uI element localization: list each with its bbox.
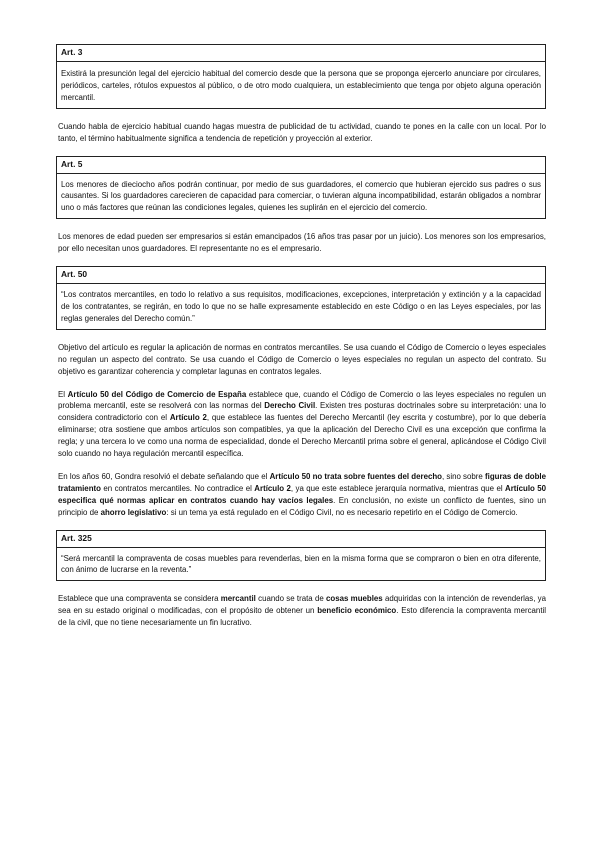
article-text: “Los contratos mercantiles, en todo lo relativo a sus requisitos, modificaciones, excepciones, interpretación y extinción y a la capacidad de los contratantes, se regirán, en todo lo que no se halle expresamente establecido en este Código o en las Leyes especiales, por las reglas generales del Derecho común.” <box>61 290 541 323</box>
bold-run: Artículo 2 <box>169 413 207 423</box>
bold-run: Artículo 50 especifica qué normas aplicar en contratos cuando hay vacíos legales <box>58 483 547 505</box>
article-heading: Art. 325 <box>57 531 545 548</box>
text-run: En los años 60, Gondra resolvió el debate señalando que el <box>58 471 270 481</box>
bold-run: mercantil <box>220 594 256 604</box>
bold-run: cosas muebles <box>326 594 383 604</box>
article-box-art-325 <box>56 530 546 582</box>
text-run: : si un tema ya está regulado en el Código Civil, no es necesario repetirlo en el Código de Comercio. <box>166 507 518 517</box>
text-run: , ya que este establece jerarquía normativa, mientras que el <box>290 483 506 493</box>
bold-run: Artículo 50 del Código de Comercio de España <box>67 389 247 399</box>
bold-run: Artículo 50 no trata sobre fuentes del derecho <box>269 471 442 481</box>
article-box-art-50 <box>56 266 546 330</box>
article-text: Los menores de dieciocho años podrán continuar, por medio de sus guardadores, el comercio que hubieran ejercido sus padres o sus causantes. Si los guardadores carecieren de capacidad para comerciar, o tuvieran alguna incompatibilidad, estarán obligados a nombrar uno o más factores que reúnan las condiciones legales, quienes les suplirán en el ejercicio del comercio. <box>61 179 541 213</box>
text-run: cuando se trata de <box>255 594 327 604</box>
text-run: , sino sobre <box>441 471 486 481</box>
commentary-paragraph: Los menores de edad pueden ser empresarios si están emancipados (16 años tras pasar por un juicio). Los menores son los empresarios, por ello necesitan unos guardadores. El representante no es el empresario. <box>58 232 546 254</box>
text-run: , que establece las fuentes del Derecho Mercantil (ley escrita y costumbre), por lo que debería eliminarse; otra sostiene que ambos artículos son compatibles, ya que la aplicación del Derecho Civil es una excepción que confirma la regla; y una tercera lo ve como una norma de especialidad, donde el Derecho Mercantil prima sobre el general, aplicándose el Código Civil solo cuando no haya regulación mercantil específica. <box>58 413 547 459</box>
text-run: en contratos mercantiles. No contradice el <box>100 483 255 493</box>
bold-run: Artículo 2 <box>254 483 291 493</box>
article-heading: Art. 50 <box>57 267 545 284</box>
text-run: El <box>58 389 68 399</box>
text-run: . En conclusión, no existe un conflicto de fuentes, sino un principio de <box>58 495 546 517</box>
article-box-art-3 <box>56 44 546 109</box>
commentary-paragraph: Cuando habla de ejercicio habitual cuando hagas muestra de publicidad de tu actividad, cuando te pones en la calle con un local. Por lo tanto, el término habitualmente significa a tendencia de repetición y proyección al exterior. <box>58 121 546 143</box>
article-heading: Art. 5 <box>57 157 545 174</box>
bold-run: beneficio económico <box>317 606 397 616</box>
bold-run: Derecho Civil <box>264 401 316 411</box>
bold-run: figuras de doble tratamiento <box>58 471 546 493</box>
commentary-paragraph <box>58 593 546 629</box>
commentary-paragraph: Objetivo del artículo es regular la aplicación de normas en contratos mercantiles. Se usa cuando el Código de Comercio o leyes especiales no regulan un aspecto del contrato. Se usa cuando el Código de Comercio o leyes especiales no regulan un aspecto del contrato. Su objetivo es garantizar coherencia y completar lagunas en contratos legales. <box>58 342 546 376</box>
text-run: . Existen tres posturas doctrinales sobre su interpretación: una lo considera contradictorio con el <box>58 401 546 423</box>
text-run: Establece que una compraventa se considera <box>58 594 221 604</box>
bold-run: ahorro legislativo <box>100 507 167 517</box>
article-text: “Será mercantil la compraventa de cosas muebles para revenderlas, bien en la misma forma que se compraron o bien en otra diferente, con ánimo de lucrarse en la reventa.” <box>61 553 541 575</box>
text-run: adquiridas con la intención de revenderlas, ya sea en su estado original o modificadas, con el propósito de obtener un <box>58 594 546 616</box>
commentary-paragraph <box>58 389 546 460</box>
article-text: Existirá la presunción legal del ejercicio habitual del comercio desde que la persona que se proponga ejercerlo anunciare por circulares, periódicos, carteles, rótulos expuestos al público, o de otro modo cualquiera, un establecimiento que tenga por objeto alguna operación mercantil. <box>61 69 541 102</box>
commentary-paragraph <box>58 471 546 519</box>
text-run: . Esto diferencia la compraventa mercantil de la civil, que no tiene necesariamente un fin lucrativo. <box>58 606 547 628</box>
article-box-art-5 <box>56 156 546 220</box>
text-run: establece que, cuando el Código de Comercio o las leyes especiales no regulen un problema mercantil, este se resolverá con las normas del <box>58 389 546 411</box>
article-heading: Art. 3 <box>57 45 545 62</box>
document-page <box>56 44 546 640</box>
